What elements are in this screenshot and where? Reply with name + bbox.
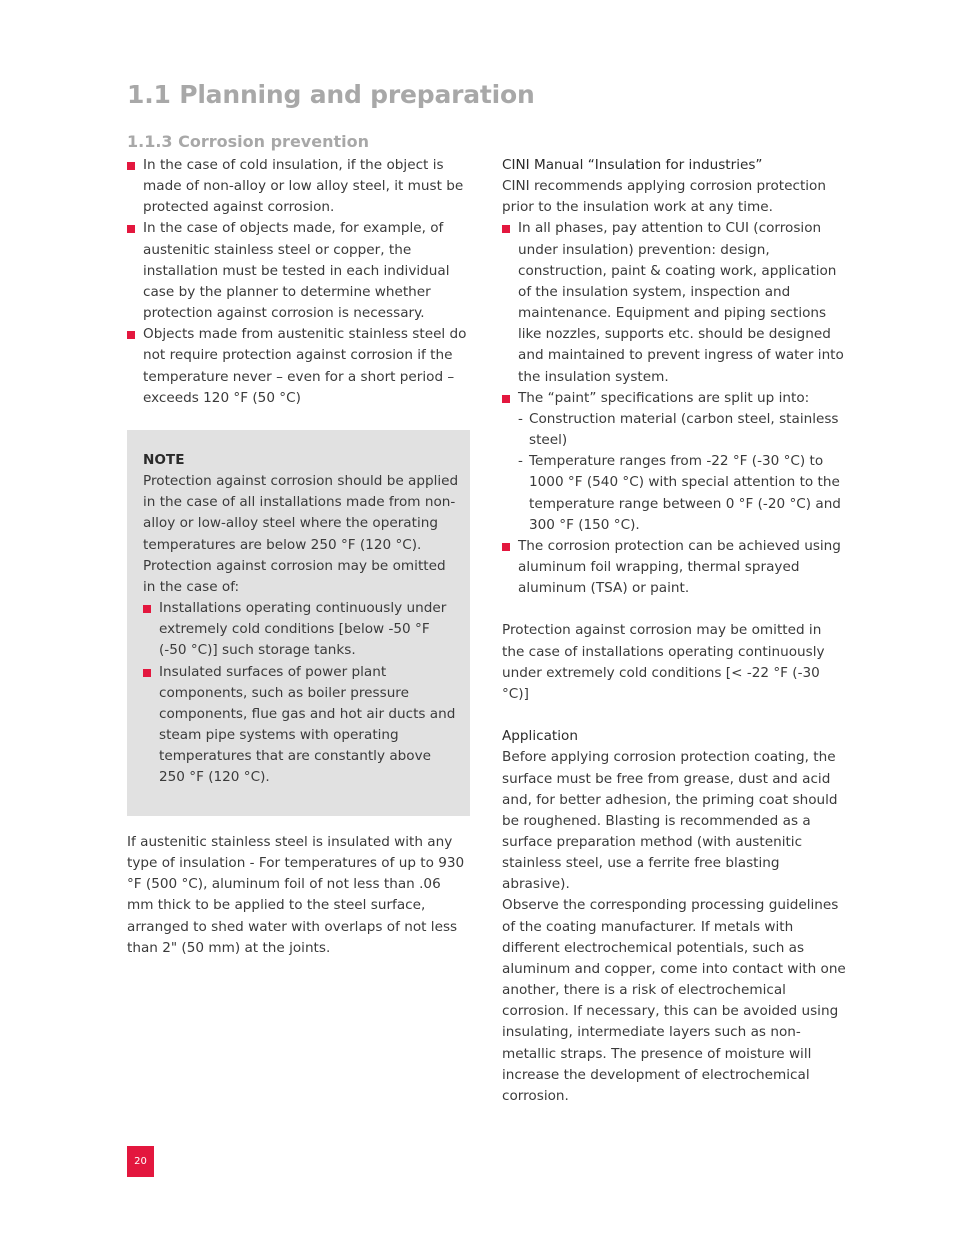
red-square-bullet-icon (502, 395, 510, 403)
red-square-bullet-icon (127, 225, 135, 233)
application-paragraph-2: Observe the corresponding processing guidelines of the coating manufacturer. If metals with different electrochemical potentials, such as aluminum and copper, come into contact with one another, there is a risk of electrochemical corrosion. If necessary, this can be avoided using insulating, intermediate layers such as non-metallic straps. The presence of moisture will increase the development of electrochemical corrosion. (502, 897, 846, 1104)
right-column (502, 155, 847, 1107)
omit-paragraph: Protection against corrosion may be omitted in the case of installations operating continuously under extremely cold conditions [< -22 °F (-30 °C)] (502, 622, 825, 702)
section-heading: 1.1.3 Corrosion prevention (127, 132, 369, 151)
bullet-text: The “paint” specifications are split up into: (518, 389, 810, 406)
bullet-text: In the case of cold insulation, if the object is made of non-alloy or low alloy steel, it must be protected against corrosion. (143, 157, 464, 216)
application-paragraph-1: Before applying corrosion protection coating, the surface must be free from grease, dust and acid and, for better adhesion, the priming coat should be roughened. Blasting is recommended as a surface preparation method (with austenitic stainless steel, use a ferrite free blasting abrasive). (502, 749, 838, 893)
spacer (502, 705, 847, 726)
left-bullet-list (127, 155, 470, 409)
list-item (127, 324, 470, 409)
right-bullet-list (502, 218, 847, 599)
note-label: NOTE (143, 452, 185, 468)
bullet-text: In all phases, pay attention to CUI (corrosion under insulation) prevention: design, construction, paint & coating work, application of the insulation system, inspection and maintenance. Equipment and piping sections like nozzles, supports etc. should be designed and maintained to prevent ingress of water into the insulation system. (518, 220, 844, 385)
red-square-bullet-icon (143, 605, 151, 613)
bullet-text: In the case of objects made, for example, of austenitic stainless steel or copper, the installation must be tested in each individual case by the planner to determine whether protection against corrosion is necessary. (143, 220, 450, 322)
bullet-text: The corrosion protection can be achieved using aluminum foil wrapping, thermal sprayed aluminum (TSA) or paint. (518, 537, 841, 597)
list-item (143, 598, 460, 661)
spacer (502, 599, 847, 620)
application-heading: Application (502, 728, 578, 745)
bullet-text: Insulated surfaces of power plant components, such as boiler pressure components, flue gas and hot air ducts and steam pipe systems with operating temperatures that are constantly above 250 °F (120 °C). (159, 663, 456, 786)
bullet-text: Objects made from austenitic stainless steel do not require protection against corrosion if the temperature never – even for a short period – exceeds 120 °F (50 °C) (143, 326, 467, 406)
red-square-bullet-icon (127, 331, 135, 339)
red-square-bullet-icon (127, 162, 135, 170)
note-bullet-list (143, 598, 460, 788)
list-item (502, 536, 847, 599)
note-intro: Protection against corrosion should be applied in the case of all installations made from non-alloy or low-alloy steel where the operating temperatures are below 250 °F (120 °C). Protection against corrosion may be omitted in the case of: (143, 473, 459, 595)
red-square-bullet-icon (502, 543, 510, 551)
page-number: 20 (127, 1146, 154, 1177)
dash-marker: - (518, 410, 523, 427)
list-item (127, 218, 470, 324)
list-item (127, 155, 470, 218)
cini-heading: CINI Manual “Insulation for industries” (502, 157, 763, 173)
list-item (502, 388, 847, 536)
page-title: 1.1 Planning and preparation (127, 80, 535, 109)
dash-text: Construction material (carbon steel, stainless steel) (529, 410, 839, 449)
note-box (127, 430, 470, 816)
austenitic-paragraph: If austenitic stainless steel is insulated with any type of insulation - For temperatures of up to 930 °F (500 °C), aluminum foil of not less than .06 mm thick to be applied to the steel surface, arranged to shed water with overlaps of not less than 2" (50 mm) at the joints. (127, 834, 465, 956)
dash-item (518, 409, 847, 451)
dash-marker: - (518, 453, 523, 470)
red-square-bullet-icon (502, 225, 510, 233)
dash-text: Temperature ranges from -22 °F (-30 °C) to 1000 °F (540 °C) with special attention to the temperature range between 0 °F (-20 °C) and 300 °F (150 °C). (529, 453, 841, 533)
list-item (143, 662, 460, 789)
list-item (502, 218, 847, 387)
left-column (127, 155, 470, 409)
dash-item (518, 451, 847, 536)
bullet-text: Installations operating continuously under extremely cold conditions [below -50 °F (-50 °C)] such storage tanks. (159, 600, 447, 659)
dash-list (518, 409, 847, 536)
cini-intro: CINI recommends applying corrosion protection prior to the insulation work at any time. (502, 178, 826, 216)
red-square-bullet-icon (143, 669, 151, 677)
